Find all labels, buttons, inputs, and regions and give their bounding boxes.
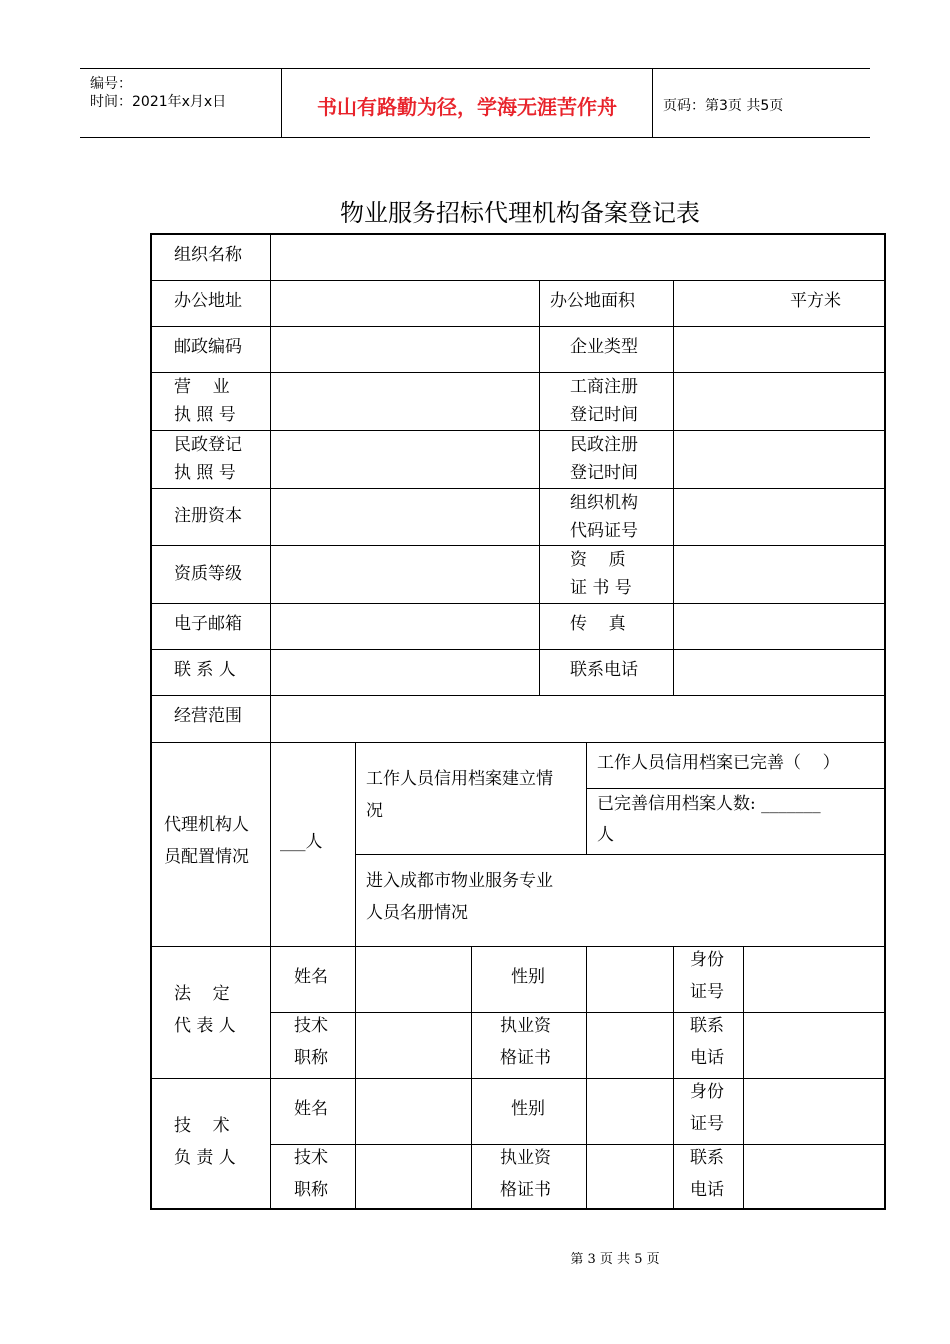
- tech-lead-label-line2: 负 责 人: [174, 1148, 236, 1168]
- legal-rep-phone-label-line2: 电话: [690, 1048, 724, 1068]
- staffing-label-line1: 代理机构人: [164, 815, 249, 835]
- credit-file-label-line2: 况: [366, 801, 383, 821]
- tech-lead-cert-label-line2: 格证书: [500, 1180, 551, 1200]
- tech-lead-label-line1: 技 术: [174, 1116, 230, 1136]
- row-divider: [152, 430, 886, 431]
- column-divider: [586, 946, 587, 1210]
- tech-lead-phone-label-line2: 电话: [690, 1180, 724, 1200]
- row-divider: [270, 1144, 886, 1145]
- office-address-label: 办公地址: [174, 291, 242, 311]
- register-label-line1: 进入成都市物业服务专业: [366, 871, 553, 891]
- legal-rep-title-label-line2: 职称: [294, 1048, 328, 1068]
- row-divider: [152, 488, 886, 489]
- qualification-level-label: 资质等级: [174, 564, 242, 584]
- registered-capital-label: 注册资本: [174, 506, 242, 526]
- civil-time-label-line2: 登记时间: [570, 463, 638, 483]
- form-title: 物业服务招标代理机构备案登记表: [340, 199, 700, 227]
- tech-lead-cert-label-line1: 执业资: [500, 1148, 551, 1168]
- register-label-line2: 人员名册情况: [366, 903, 468, 923]
- tech-lead-id-label-line1: 身份: [690, 1082, 724, 1102]
- enterprise-type-label: 企业类型: [570, 337, 638, 357]
- credit-count-unit: 人: [597, 825, 614, 845]
- credit-complete-checkbox[interactable]: 工作人员信用档案已完善（ ）: [597, 753, 840, 773]
- row-divider: [152, 1078, 886, 1079]
- row-divider: [152, 545, 886, 546]
- credit-count-field[interactable]: 已完善信用档案人数: _______: [597, 794, 821, 814]
- column-divider: [270, 235, 271, 1210]
- header-page-cell: [653, 69, 870, 137]
- page-footer: 第 3 页 共 5 页: [570, 1252, 660, 1267]
- row-divider: [270, 1012, 886, 1013]
- page-header: [80, 68, 870, 138]
- motto-text: 书山有路勤为径，学海无涯苦作舟: [317, 95, 617, 119]
- contact-label: 联 系 人: [174, 660, 236, 680]
- office-area-label: 办公地面积: [550, 291, 635, 311]
- icr-time-label-line2: 登记时间: [570, 405, 638, 425]
- legal-rep-cert-label-line2: 格证书: [500, 1048, 551, 1068]
- column-divider: [743, 946, 744, 1210]
- header-meta-cell: [80, 69, 282, 137]
- document-number-label: 编号：: [90, 76, 132, 92]
- staffing-label-line2: 员配置情况: [164, 847, 249, 867]
- business-license-label-line1: 营 业: [174, 377, 230, 397]
- org-name-label: 组织名称: [174, 245, 242, 265]
- icr-time-label-line1: 工商注册: [570, 377, 638, 397]
- row-divider: [355, 854, 886, 855]
- document-time-label: 时间：2021年x月x日: [90, 94, 227, 110]
- row-divider: [586, 788, 886, 789]
- row-divider: [152, 603, 886, 604]
- business-scope-label: 经营范围: [174, 706, 242, 726]
- tech-lead-phone-label-line1: 联系: [690, 1148, 724, 1168]
- tech-lead-id-label-line2: 证号: [690, 1114, 724, 1134]
- legal-rep-id-label-line2: 证号: [690, 982, 724, 1002]
- legal-rep-cert-label-line1: 执业资: [500, 1016, 551, 1036]
- row-divider: [152, 372, 886, 373]
- column-divider: [586, 742, 587, 854]
- header-motto-cell: [282, 69, 653, 137]
- legal-rep-gender-label: 性别: [511, 967, 545, 987]
- column-divider: [355, 946, 356, 1210]
- row-divider: [152, 649, 886, 650]
- contact-phone-label: 联系电话: [570, 660, 638, 680]
- legal-rep-phone-label-line1: 联系: [690, 1016, 724, 1036]
- business-license-label-line2: 执 照 号: [174, 405, 236, 425]
- qual-cert-label-line1: 资 质: [570, 550, 626, 570]
- tech-lead-title-label-line1: 技术: [294, 1148, 328, 1168]
- column-divider: [539, 280, 540, 695]
- registration-form-table: [150, 233, 886, 1210]
- email-label: 电子邮箱: [174, 614, 242, 634]
- row-divider: [152, 695, 886, 696]
- legal-rep-title-label-line1: 技术: [294, 1016, 328, 1036]
- civil-license-label-line2: 执 照 号: [174, 463, 236, 483]
- legal-rep-name-label: 姓名: [294, 967, 328, 987]
- org-code-label-line2: 代码证号: [570, 521, 638, 541]
- legal-rep-id-label-line1: 身份: [690, 950, 724, 970]
- civil-time-label-line1: 民政注册: [570, 435, 638, 455]
- legal-rep-label-line1: 法 定: [174, 984, 230, 1004]
- row-divider: [152, 326, 886, 327]
- fax-label: 传 真: [570, 614, 626, 634]
- postal-code-label: 邮政编码: [174, 337, 242, 357]
- tech-lead-title-label-line2: 职称: [294, 1180, 328, 1200]
- row-divider: [152, 946, 886, 947]
- civil-license-label-line1: 民政登记: [174, 435, 242, 455]
- tech-lead-gender-label: 性别: [511, 1099, 545, 1119]
- legal-rep-label-line2: 代 表 人: [174, 1016, 236, 1036]
- area-unit-label: 平方米: [790, 291, 841, 311]
- credit-file-label-line1: 工作人员信用档案建立情: [366, 769, 553, 789]
- column-divider: [355, 742, 356, 946]
- column-divider: [471, 946, 472, 1210]
- org-code-label-line1: 组织机构: [570, 493, 638, 513]
- staff-count-field[interactable]: ___人: [280, 832, 323, 852]
- row-divider: [152, 742, 886, 743]
- tech-lead-name-label: 姓名: [294, 1099, 328, 1119]
- qual-cert-label-line2: 证 书 号: [570, 578, 632, 598]
- column-divider: [673, 946, 674, 1210]
- column-divider: [673, 280, 674, 695]
- row-divider: [152, 280, 886, 281]
- page-number-label: 页码：第3页 共5页: [663, 98, 784, 114]
